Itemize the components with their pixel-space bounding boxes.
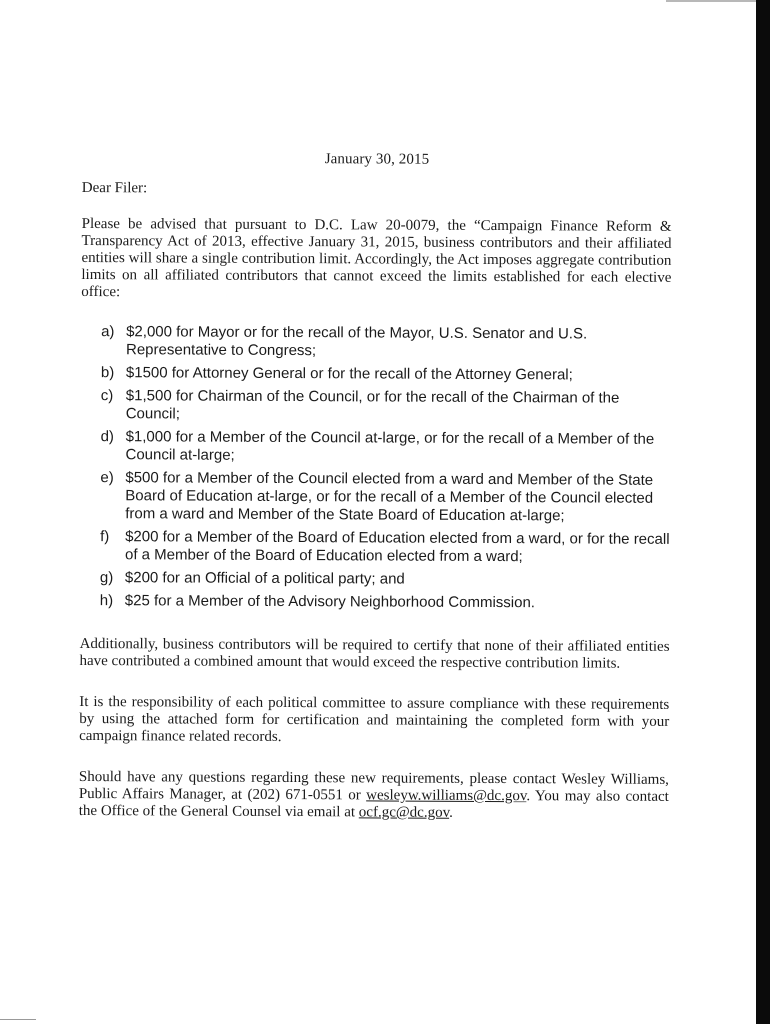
list-item-text: $1,500 for Chairman of the Council, or for the recall of the Chairman of the Council; <box>125 387 620 423</box>
list-item <box>101 387 673 426</box>
contact-text-part3: . <box>449 804 453 821</box>
williams-email-link[interactable]: wesleyw.williams@dc.gov <box>366 787 527 805</box>
scan-edge-right <box>756 0 770 1024</box>
scan-edge-top <box>666 0 756 2</box>
list-item-letter: e) <box>100 469 114 487</box>
list-item-letter: b) <box>100 364 115 382</box>
list-item-text: $200 for a Member of the Board of Education elected from a ward, or for the recall of a Member of the Board of Education elected from a ward; <box>124 528 670 566</box>
list-item-letter: d) <box>100 428 114 446</box>
list-item-letter: c) <box>100 387 114 405</box>
list-item <box>100 592 672 613</box>
list-item-letter: g) <box>99 569 114 587</box>
contact-text-part2: . You may also contact the Office of the General Counsel via email at <box>78 788 669 821</box>
list-item-text: $25 for a Member of the Advisory Neighborhood Commission. <box>124 592 536 612</box>
list-item-text: $500 for a Member of the Council elected from a ward and Member of the State Board of Education at-large, or for the recall of a Member of the Council elected from a ward and Member of the State Board of Education at-large; <box>125 469 654 525</box>
letter-date: January 30, 2015 <box>324 151 430 168</box>
responsibility-paragraph: It is the responsibility of each political committee to assure compliance with these requirements by using the attached form for certification and maintaining the completed form with your campaign finance related records. <box>79 693 670 745</box>
ogc-email-link[interactable]: ocf.gc@dc.gov <box>358 804 450 821</box>
list-item <box>101 364 673 385</box>
contact-text-part1: Should have any questions regarding these new requirements, please contact Wesley Williams, Public Affairs Manager, at (202) 671-0551 or <box>78 768 669 804</box>
list-item-text: $1500 for Attorney General or for the recall of the Attorney General; <box>125 364 573 384</box>
letter-page <box>79 150 672 823</box>
contribution-limits-list <box>80 323 673 613</box>
list-item-text: $1,000 for a Member of the Council at-large, or for the recall of a Member of the Council at-large; <box>125 428 655 464</box>
certification-paragraph: Additionally, business contributors will be required to certify that none of their affiliated entities have contributed a combined amount that would exceed the respective contribution limits. <box>79 635 670 672</box>
list-item <box>100 428 672 467</box>
list-item-letter: f) <box>100 528 110 546</box>
list-item-letter: h) <box>99 592 114 610</box>
list-item-letter: a) <box>101 323 115 341</box>
list-item <box>100 528 672 567</box>
intro-paragraph: Please be advised that pursuant to D.C. Law 20-0079, the “Campaign Finance Reform & Transparency Act of 2013, effective January 31, 2015, business contributors and their affiliated entities will share a single contribution limit. Accordingly, the Act imposes aggregate contribution limits on all affiliated contributors that cannot exceed the limits established for each elective office: <box>81 215 672 301</box>
list-item <box>100 569 672 590</box>
list-item-text: $2,000 for Mayor or for the recall of the Mayor, U.S. Senator and U.S. Representative to Congress; <box>125 323 588 360</box>
list-item-text: $200 for an Official of a political party; and <box>124 569 405 588</box>
scan-edge-bottom <box>0 1019 36 1020</box>
list-item <box>100 469 672 526</box>
contact-paragraph <box>79 769 669 823</box>
salutation: Dear Filer: <box>81 179 148 197</box>
list-item <box>101 323 673 362</box>
